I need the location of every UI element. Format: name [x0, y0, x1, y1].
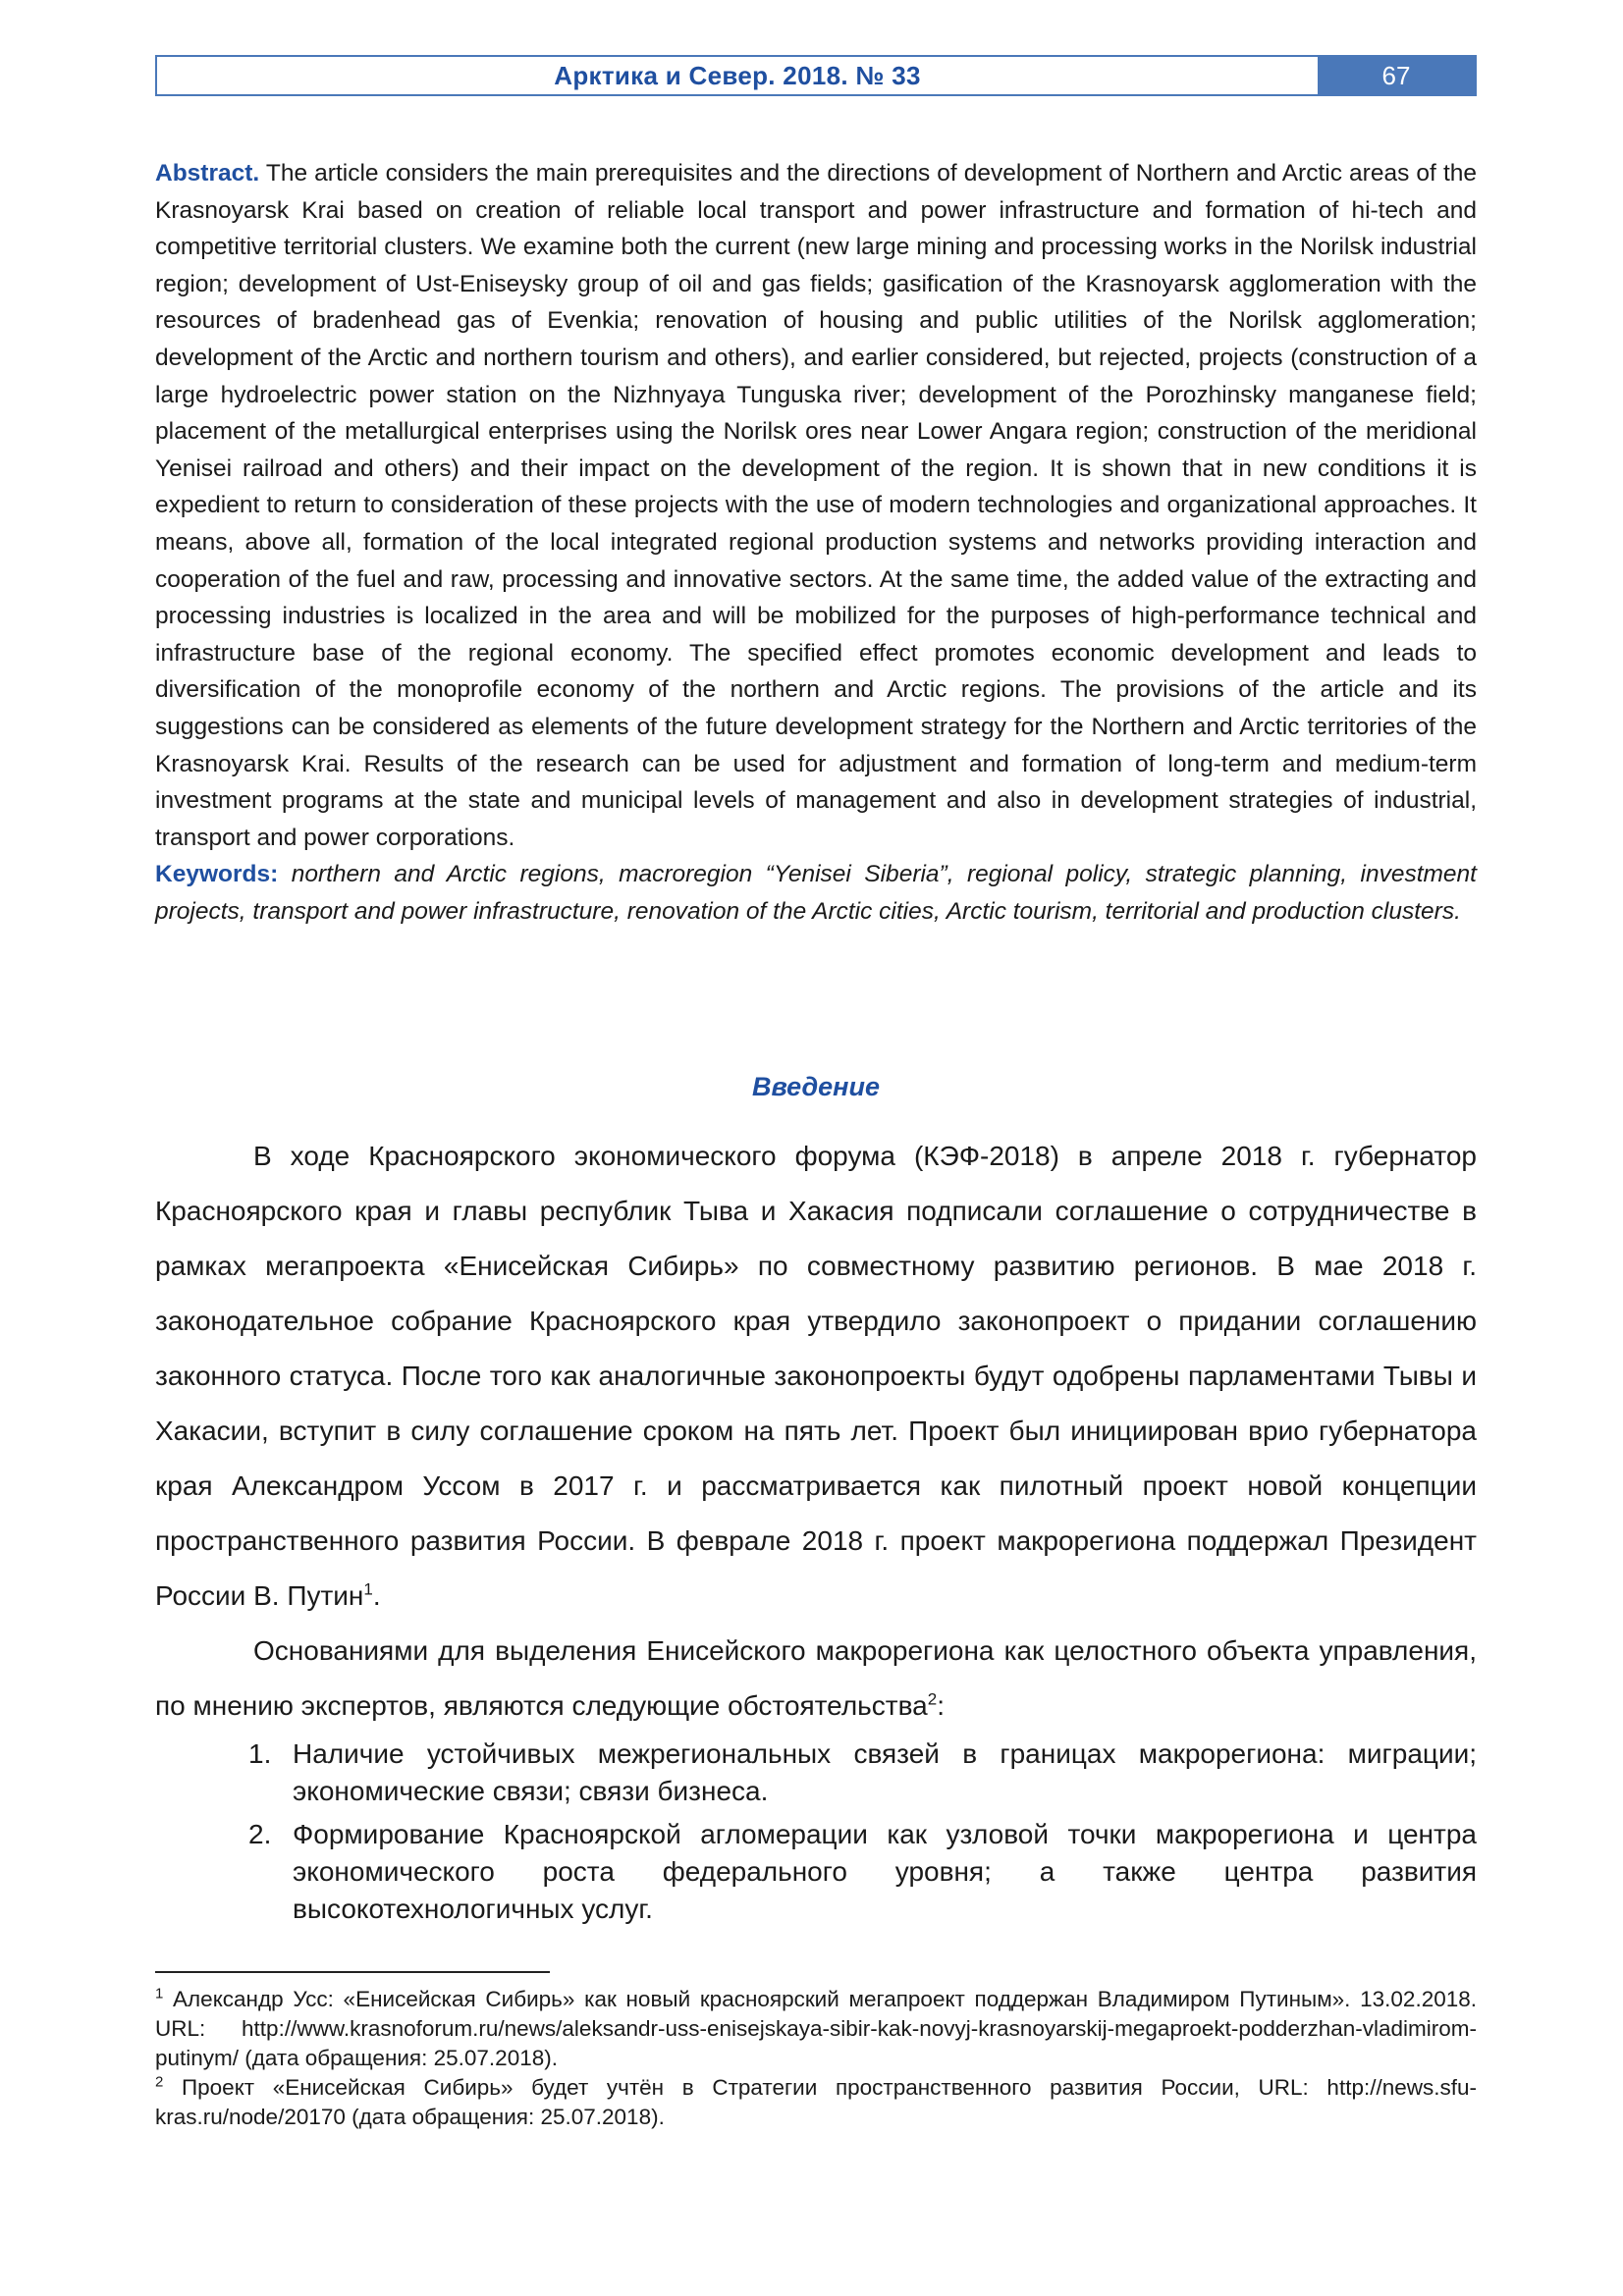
paragraph-1-tail: .: [372, 1580, 381, 1611]
list-item-text: Формирование Красноярской агломерации как узловой точки макрорегиона и центра экономического роста федерального уровня; а также центра развития высокотехнологичных услуг.: [293, 1819, 1477, 1924]
list-item-number: 2.: [248, 1819, 272, 1849]
footnote-number: 2: [155, 2073, 164, 2091]
footnote-ref-1[interactable]: 1: [363, 1579, 373, 1599]
footnote-separator: [155, 1971, 550, 1973]
journal-title: Арктика и Север. 2018. № 33: [554, 60, 921, 90]
list-item: [248, 1816, 1477, 1928]
paragraph-2-text: Основаниями для выделения Енисейского макрорегиона как целостного объекта управления, по мнению экспертов, являются следующие обстоятельства: [155, 1635, 1477, 1721]
section-title: Введение: [751, 1072, 880, 1101]
footnote-number: 1: [155, 1985, 164, 2002]
running-header: [155, 55, 1477, 96]
abstract-text: The article considers the main prerequisites and the directions of development of Northern and Arctic areas of the Krasnoyarsk Krai based on creation of reliable local transport and power infrastructure and formation of hi-tech and competitive territorial clusters. We examine both the current (new large mining and processing works in the Norilsk industrial region; development of Ust-Eniseysky group of oil and gas fields; gasification of the Krasnoyarsk agglomeration with the resources of bradenhead gas of Evenkia; renovation of housing and public utilities of the Norilsk agglomeration; development of the Arctic and northern tourism and others), and earlier considered, but rejected, projects (construction of a large hydroelectric power station on the Nizhnyaya Tunguska river; development of the Porozhinsky manganese field; placement of the metallurgical enterprises using the Norilsk ores near Lower Angara region; construction of the meridional Yenisei railroad and others) and their impact on the development of the region. It is shown that in new conditions it is expedient to return to consideration of these projects with the use of modern technologies and organizational approaches. It means, above all, formation of the local integrated regional production systems and networks providing interaction and cooperation of the fuel and raw, processing and innovative sectors. At the same time, the added value of the extracting and processing industries is localized in the area and will be mobilized for the purposes of high-performance technical and infrastructure base of the regional economy. The specified effect promotes economic development and leads to diversification of the monoprofile economy of the northern and Arctic regions. The provisions of the article and its suggestions can be considered as elements of the future development strategy for the Northern and Arctic territories of the Krasnoyarsk Krai. Results of the research can be used for adjustment and formation of long-term and medium-term investment programs at the state and municipal levels of management and also in development strategies of industrial, transport and power corporations.: [155, 160, 1477, 851]
list-item-text: Наличие устойчивых межрегиональных связей в границах макрорегиона: миграции; экономические связи; связи бизнеса.: [293, 1738, 1477, 1806]
body-text: [155, 1129, 1477, 1934]
footnote-2: [155, 2073, 1477, 2132]
paragraph-2: [155, 1624, 1477, 1734]
numbered-list: [155, 1735, 1477, 1928]
abstract-label: Abstract.: [155, 160, 260, 187]
page-number: 67: [1318, 57, 1475, 94]
keywords-text: northern and Arctic regions, macroregion “Yenisei Siberia”, regional policy, strategic planning, investment projects, transport and power infrastructure, renovation of the Arctic cities, Arctic tourism, territorial and production clusters.: [155, 861, 1477, 925]
footnote-text: Проект «Енисейская Сибирь» будет учтён в Стратегии пространственного развития России, URL: http://news.sfu-kras.ru/node/20170 (дата обращения: 25.07.2018).: [155, 2075, 1477, 2129]
abstract-block: [155, 155, 1477, 930]
paragraph-1: [155, 1129, 1477, 1624]
paragraph-1-text: В ходе Красноярского экономического форума (КЭФ-2018) в апреле 2018 г. губернатор Красноярского края и главы республик Тыва и Хакасия подписали соглашение о сотрудничестве в рамках мегапроекта «Енисейская Сибирь» по совместному развитию регионов. В мае 2018 г. законодательное собрание Красноярского края утвердило законопроект о придании соглашению законного статуса. После того как аналогичные законопроекты будут одобрены парламентами Тывы и Хакасии, вступит в силу соглашение сроком на пять лет. Проект был инициирован врио губернатора края Александром Уссом в 2017 г. и рассматривается как пилотный проект новой концепции пространственного развития России. В феврале 2018 г. проект макрорегиона поддержал Президент России В. Путин: [155, 1141, 1477, 1611]
footnote-1: [155, 1985, 1477, 2073]
footnote-text: Александр Усс: «Енисейская Сибирь» как новый красноярский мегапроект поддержан Владимиром Путиным». 13.02.2018. URL: http://www.krasnoforum.ru/news/aleksandr-uss-enisejskaya-sibir-kak-novyj-krasnoyarskij-megaproekt-podderzhan-vladimirom-putinym/ (дата обращения: 25.07.2018).: [155, 1987, 1477, 2070]
keywords-label: Keywords:: [155, 861, 279, 888]
footnotes: [155, 1985, 1477, 2132]
list-item: [248, 1735, 1477, 1810]
list-item-number: 1.: [248, 1738, 272, 1769]
footnote-ref-2[interactable]: 2: [927, 1689, 938, 1709]
paragraph-2-tail: :: [937, 1690, 945, 1721]
